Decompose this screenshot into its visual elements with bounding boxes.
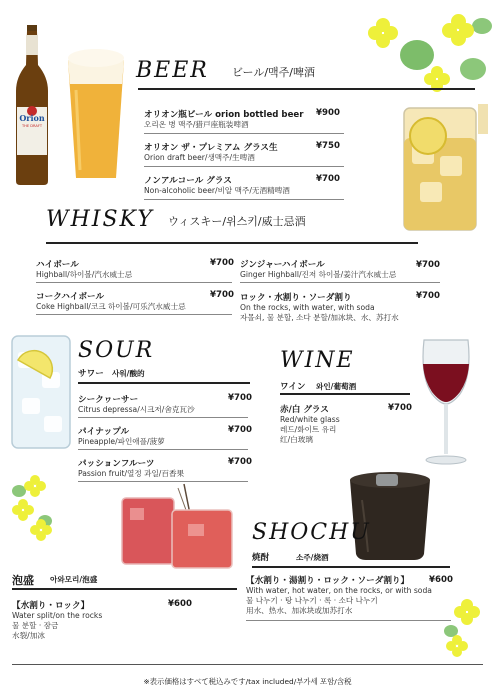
item-divider xyxy=(36,314,232,315)
beer-item-3 xyxy=(144,174,344,196)
item-name: コークハイボール xyxy=(36,292,105,302)
footer-divider xyxy=(12,664,483,665)
shochu-item-1 xyxy=(246,574,456,616)
whisky-item-3-price: ¥700 xyxy=(210,290,234,300)
item-divider xyxy=(144,166,344,167)
item-divider xyxy=(78,417,248,418)
beer-item-2-price: ¥750 xyxy=(316,141,340,151)
item-name: オリオン ザ・プレミアム グラス生 xyxy=(144,143,278,153)
sour-item-3-price: ¥700 xyxy=(228,457,252,467)
whisky-item-3 xyxy=(36,290,236,312)
item-description: Orion draft beer/생맥주/生啤酒 xyxy=(144,153,255,162)
shochu-section-subtitle: 焼酎 xyxy=(252,553,270,563)
item-description-2: 레드/화이트 유리 xyxy=(280,425,337,434)
item-divider xyxy=(78,449,248,450)
shochu-section-title: SHOCHU xyxy=(252,520,371,545)
beer-bottle-label: Orion xyxy=(19,113,45,123)
sour-divider xyxy=(78,382,250,384)
awamori-section-title: 泡盛 xyxy=(12,574,34,587)
wine-divider xyxy=(280,393,410,395)
beer-divider xyxy=(138,88,475,90)
wine-item-1-price: ¥700 xyxy=(388,403,412,413)
beer-bottle-sublabel: THE DRAFT xyxy=(21,124,43,128)
flower-decoration-left xyxy=(8,475,58,545)
item-description: Pineapple/파인애플/菠萝 xyxy=(78,437,165,446)
beer-item-2 xyxy=(144,141,344,163)
whisky-item-4 xyxy=(240,291,440,323)
beer-section-subtitle: ビール/맥주/啤酒 xyxy=(232,66,316,79)
sour-section-subtitle: サワー xyxy=(78,369,104,379)
item-divider xyxy=(246,620,451,621)
item-description: Water split/on the rocks xyxy=(12,611,103,620)
item-name: シークヮーサー xyxy=(78,395,139,405)
wine-section-subtitle-2: 와인/葡萄酒 xyxy=(316,382,357,391)
item-name: ジンジャーハイボール xyxy=(240,260,325,270)
sour-item-1-price: ¥700 xyxy=(228,393,252,403)
whisky-item-4-price: ¥700 xyxy=(416,291,440,301)
beer-item-3-price: ¥700 xyxy=(316,174,340,184)
item-description: Highball/하이볼/汽水威士忌 xyxy=(36,270,133,279)
item-divider xyxy=(144,133,344,134)
item-name: パイナップル xyxy=(78,427,130,437)
item-divider xyxy=(36,282,232,283)
shochu-cup-image xyxy=(346,470,434,562)
item-description: 오리온 병 맥주/猎戸座瓶装啤酒 xyxy=(144,120,249,129)
item-name: パッションフルーツ xyxy=(78,459,155,469)
awamori-section-subtitle: 아와모리/泡盛 xyxy=(50,575,98,584)
item-description: On the rocks, with water, with soda xyxy=(240,303,375,312)
sour-item-2 xyxy=(78,425,248,447)
wine-section-subtitle: ワイン xyxy=(280,382,306,392)
awamori-item-1 xyxy=(12,599,192,641)
item-description: With water, hot water, on the rocks, or with soda xyxy=(246,586,432,595)
item-description: Coke Highball/코크 하이볼/可乐汽水威士忌 xyxy=(36,302,186,311)
shochu-item-1-price: ¥600 xyxy=(429,575,453,585)
sour-item-1 xyxy=(78,393,248,415)
whisky-item-2 xyxy=(240,258,440,280)
item-name: オリオン瓶ビール orion bottled beer xyxy=(144,110,304,120)
cocktail-glasses-image xyxy=(118,480,238,570)
whisky-item-1-price: ¥700 xyxy=(210,258,234,268)
sour-item-2-price: ¥700 xyxy=(228,425,252,435)
item-description-3: 红/白玻璃 xyxy=(280,435,313,444)
wine-section-title: WINE xyxy=(280,348,355,373)
item-description-3: 水裂/加冰 xyxy=(12,631,45,640)
whisky-section-title: WHISKY xyxy=(46,207,154,232)
item-description: Non-alcoholic beer/비알 맥주/无酒精啤酒 xyxy=(144,186,290,195)
item-description: Citrus depressa/시크저/舍克瓦沙 xyxy=(78,405,195,414)
whisky-section-subtitle: ウィスキー/위스키/威士忌酒 xyxy=(168,215,306,228)
item-description-2: 자몰쇠, 물 분할, 소다 분할/加冰块、水、苏打水 xyxy=(240,313,399,322)
beer-glass-image xyxy=(66,46,126,181)
item-divider xyxy=(240,282,440,283)
item-description-2: 물 분할 · 잠금 xyxy=(12,621,59,630)
beer-item-1 xyxy=(144,108,344,130)
shochu-section-subtitle-2: 소주/烧酒 xyxy=(296,553,329,562)
highball-glass-image xyxy=(398,104,488,234)
flower-decoration-top-right xyxy=(360,10,495,95)
item-name: 赤/白 グラス xyxy=(280,405,329,415)
item-divider xyxy=(144,199,344,200)
whisky-item-1 xyxy=(36,258,236,280)
item-name: 【水割り・湯割り・ロック・ソーダ割り】 xyxy=(246,576,410,586)
item-description: Passion fruit/열정 과일/百香果 xyxy=(78,469,185,478)
item-name: ノンアルコール グラス xyxy=(144,176,232,186)
item-description-2: 물 나누기 · 탕 나누기 · 록 · 소다 나누기 xyxy=(246,596,378,605)
item-name: ロック・水割り・ソーダ割り xyxy=(240,293,352,303)
sour-section-title: SOUR xyxy=(78,338,155,363)
shochu-divider xyxy=(252,566,450,568)
beer-section-title: BEER xyxy=(136,58,209,83)
item-description: Ginger Highball/진저 하이볼/姜汁汽水威士忌 xyxy=(240,270,397,279)
item-name: ハイボール xyxy=(36,260,79,270)
sour-glass-image xyxy=(8,332,74,452)
item-description: Red/white glass xyxy=(280,415,340,424)
wine-glass-image xyxy=(420,336,472,466)
sour-section-subtitle-2: 사워/酸的 xyxy=(112,369,145,378)
sour-item-3 xyxy=(78,457,248,479)
whisky-divider xyxy=(46,242,418,244)
beer-bottle-image xyxy=(14,25,50,185)
awamori-divider xyxy=(12,588,237,590)
whisky-item-2-price: ¥700 xyxy=(416,260,440,270)
item-name: 【水割り・ロック】 xyxy=(12,601,90,611)
beer-item-1-price: ¥900 xyxy=(316,108,340,118)
item-description-3: 用水、热水、加冰块或加苏打水 xyxy=(246,606,353,615)
awamori-item-1-price: ¥600 xyxy=(168,599,192,609)
footer-note: ※表示価格はすべて税込みです/tax included/부가세 포함/含税 xyxy=(143,677,352,686)
